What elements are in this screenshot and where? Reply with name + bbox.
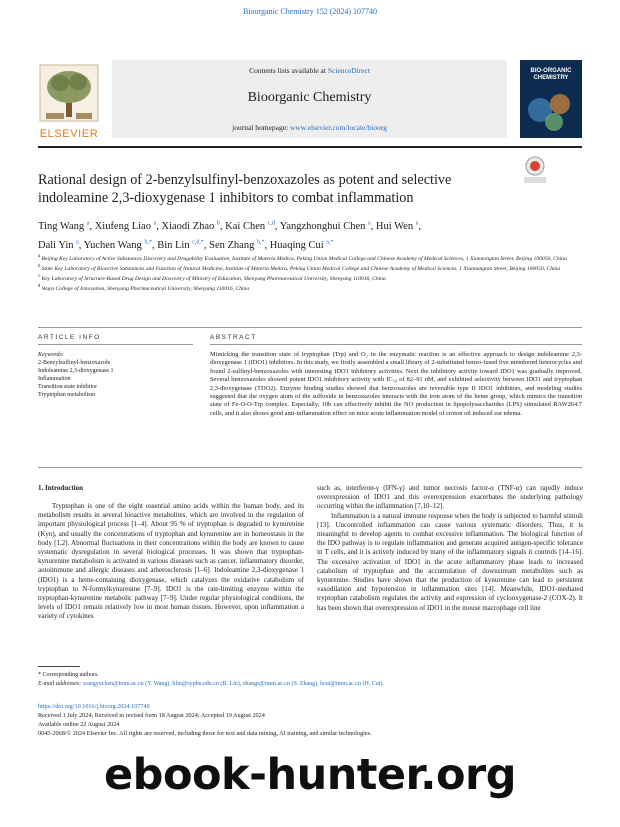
author[interactable] [270, 240, 334, 251]
sciencedirect-link[interactable]: ScienceDirect [327, 66, 370, 75]
body-column-left [38, 502, 304, 622]
paragraph: such as, interferon-γ (IFN-γ) and tumor necrosis factor-α (TNF-α) can rapidly induce overexpression of IDO1 and this overexpression exacerbates the underlying pathology occurring within the inflammation [7,10–12]. [317, 484, 583, 511]
author-name: Ting Wang [38, 220, 85, 232]
publication-info [38, 702, 582, 738]
article-title: Rational design of 2-benzylsulfinyl-benzoxazoles as potent and selective indoleamine 2,3-dioxygenase 1 inhibitors to combat inflammation [38, 172, 452, 206]
affiliation-mark: c [38, 273, 41, 279]
affiliation [38, 263, 582, 273]
keyword: Transition state inhibitor [38, 384, 98, 390]
elsevier-wordmark: ELSEVIER [39, 128, 99, 140]
homepage-link[interactable]: www.elsevier.com/locate/bioorg [290, 123, 387, 132]
email-label: E-mail addresses: [38, 681, 83, 687]
journal-name: Bioorganic Chemistry [247, 90, 372, 105]
keywords-label: Keywords: [38, 352, 64, 358]
watermark: ebook-hunter.org [104, 750, 516, 800]
affiliation-mark: a [38, 254, 41, 259]
author-name: Hui Wen [375, 220, 414, 232]
affiliation-mark: b [38, 263, 41, 269]
author-affiliation-mark: a [153, 220, 157, 226]
journal-homepage [112, 123, 507, 132]
affiliation [38, 273, 582, 283]
cover-title [520, 68, 582, 82]
affiliation-mark: d [38, 283, 41, 289]
affiliation [38, 253, 582, 263]
email-note [38, 680, 582, 689]
paragraph: Inflammation is a natural immune response when the body is subjected to harmful stimuli [13]. Uncontrolled inflammation can cause various systematic disorders. Thus, it is meaningful to develop agents to combat excessive inflammation. The biological function of the IDO pathway is to regulate inflammation and generate acquired antigen-specific tolerance in T cells, and it is actively induced by many of the inflammatory signals it controls [14–16]. The excessive activation of IDO1 in the acute inflammatory phase leads to increased catabolism of tryptophan and the accumulation of downstream metabolites such as kynurenine. Studies have shown that the production of kynurenine can lead to persistent vasodilation and hypotension in inflammation sites [14]. Meanwhile, IDO1-mediated tryptophan catabolism regulates the activity and expression of cyclooxygenase-2 (COX-2). It has been shown that overexpression of IDO1 in the mouse macrophage cell line [317, 511, 583, 612]
body-column-right [317, 484, 583, 613]
affiliations [38, 253, 582, 292]
check-updates-icon [521, 155, 549, 185]
keywords-block [38, 351, 188, 399]
copyright: 0045-2068/© 2024 Elsevier Inc. All rights are reserved, including those for text and data mining, AI training, and similar technologies. [38, 730, 372, 737]
abstract-heading: ABSTRACT [210, 334, 257, 341]
author-name: Yangzhonghui Chen [279, 220, 366, 232]
email-addresses[interactable]: wangyuchen@imm.ac.cn (Y. Wang), blin@syphu.edu.cn (B. Lin), zhangs@imm.ac.cn (S. Zhang), hcui@imm.ac.cn (H. Cui). [82, 681, 384, 687]
footnotes [38, 671, 582, 689]
check-for-updates-badge[interactable] [521, 155, 549, 185]
doi-link[interactable]: https://doi.org/10.1016/j.bioorg.2024.107740 [38, 703, 150, 710]
author-affiliation-mark: b [216, 220, 220, 226]
author-affiliation-mark: a [415, 220, 419, 226]
author-affiliation-mark: c,d,* [192, 239, 204, 246]
elsevier-tree-icon [38, 63, 100, 123]
affiliation-text: Beijing Key Laboratory of Active Substances Discovery and Drugability Evaluation, Institute of Materia Medica, Peking Union Medical College and Chinese Academy of Medical Sciences, 1 Xiannongtan Street, Beijing 100050, China [41, 255, 567, 262]
header-rule [38, 146, 582, 148]
paragraph: Tryptophan is one of the eight essential amino acids within the human body, and its metabolism results in several bioactive metabolites, which are involved in the regulation of important physiological process [1–4]. About 95 % of tryptophan is degraded to kynurenine (Kyn), and usually the concentrations of tryptophan and kynurenine are in homeostasis in the body [1,2]. Abnormal fluctuations in their concentrations within the body are known to cause systematic dysregulation in several biological processes. It was shown that tryptophan-kynurenine metabolism is activated in various diseases such as cancer, inflammatory disorder, autoimmune and allergic diseases and atherosclerosis [1–6]. Indoleamine 2,3-dioxygenase 1 (IDO1) is a heme-containing dioxygenase, which catalyzes the oxidative catabolism of tryptophan to N-formylkynurenine [7–9]. IDO1 is the rate-limiting enzyme within the tryptophan-kynurenine metabolic pathway [7–9]. Under regular physiological conditions, the levels of IDO1 remain relatively low in most human tissues. However, upon inflammation a variety of cytokines [38, 502, 304, 621]
author[interactable]: Yangzhonghui Chen $^a$, [279, 220, 376, 232]
keyword: Indoleamine 2,3-dioxygenase 1 [38, 368, 114, 374]
abstract-rule [210, 344, 582, 345]
cover-title-line-1: BIO-ORGANIC [530, 68, 572, 74]
author-name: Huaqing Cui [269, 240, 324, 251]
affiliation [38, 283, 582, 293]
author[interactable]: Hui Wen $^a$, [375, 220, 421, 232]
author-affiliation-mark: a [367, 220, 371, 226]
section-heading: 1. Introduction [38, 484, 83, 492]
author-affiliation-mark: a [76, 239, 79, 246]
author-name: Xiaodi Zhao [161, 220, 215, 232]
keyword: Inflammation [38, 376, 71, 382]
author-affiliation-mark: b,* [144, 239, 152, 246]
author[interactable]: Bin Lin $^{c,d,*}$, [157, 239, 210, 251]
author-affiliation-mark: a [86, 220, 90, 226]
author-name: Yuchen Wang [83, 240, 142, 251]
author-name: Xiufeng Liao [94, 220, 151, 232]
author-name: Sen Zhang [209, 240, 255, 251]
article-info-rule [38, 344, 193, 345]
keyword: Tryptophan metabolism [38, 392, 96, 398]
homepage-prefix: journal homepage: [232, 123, 291, 132]
author[interactable]: Xiufeng Liao $^a$, [94, 220, 162, 232]
abstract-end-rule [38, 467, 582, 468]
affiliation-text: Wuya College of Innovation, Shenyang Pharmaceutical University, Shenyang 110016, China [41, 285, 250, 292]
author-affiliation-mark: c,d [267, 220, 275, 226]
footnote-rule [38, 666, 80, 667]
author[interactable]: Kai Chen $^{c,d}$, [225, 220, 280, 232]
author-list [38, 215, 578, 254]
cover-graphic [520, 82, 582, 137]
keyword: 2-Benzylsulfinyl-benzoxazole [38, 360, 111, 366]
author[interactable]: Sen Zhang $^{b,*}$, [209, 239, 270, 251]
contents-prefix: Contents lists available at [249, 66, 328, 75]
author-name: Kai Chen [225, 220, 266, 232]
contents-line [112, 66, 507, 75]
section-divider [38, 327, 582, 328]
author[interactable]: Yuchen Wang $^{b,*}$, [83, 239, 158, 251]
affiliation-text: Key Laboratory of Structure-Based Drug Design and Discovery of Ministry of Education, Shenyang Pharmaceutical University, Shenyang 110016, China [41, 275, 386, 282]
elsevier-logo [38, 63, 100, 140]
author[interactable]: Xiaodi Zhao $^b$, [161, 220, 226, 232]
author-affiliation-mark: b,* [256, 239, 265, 246]
abstract-text: Mimicking the transition state of tryptophan (Trp) and O₂ in the enzymatic reaction is an effective approach to design indoleamine 2,3-dioxygenase 1 (IDO1) inhibitors. In this study, we firstly assembled a small library of 2-substituted benzo-fused five membered heterocycles and found 2-sulfinyl-benzoxazoles with interesting IDO1 inhibitory activities. Next the inhibitory activity toward IDO1 was gradually improved. Several benzoxazoles showed potent IDO1 inhibitory activity with IC₅₀ of 82–91 nM, and exhibited selectivity between IDO1 and tryptophan 2,3-dioxygenase (TDO2). Enzyme binding studies showed that benzoxazoles are reversible type II IDO1 inhibitors, and modeling studies suggested that the oxygen atom of the sulfoxide in benzoxazoles interacts with the iron atom of the heme group, which mimics the transition state of Fe-O-O-Trp complex. Especially, 10b can effectively inhibit the NO production in lipopolysaccharides (LPS) stimulated RAW264.7 cells, and it also shows good anti-inflammation effect on mice acute inflammation model of croton oil induced ear edema. [210, 351, 582, 417]
cover-title-line-2: CHEMISTRY [533, 75, 569, 81]
author-affiliation-mark: a,* [326, 239, 334, 246]
affiliation-text: State Key Laboratory of Bioactive Substances and Function of Natural Medicine, Institute of Materia Medica, Peking Union Medical College and Chinese Academy of Medical Sciences, 1 Xiannongtan Street, Beijing 100050, China [41, 265, 561, 272]
author[interactable]: Dali Yin $^a$, [38, 239, 84, 251]
journal-cover [520, 60, 582, 138]
article-info-heading: ARTICLE INFO [38, 334, 101, 341]
author[interactable]: Ting Wang $^a$, [38, 220, 95, 232]
author-name: Bin Lin [157, 240, 190, 251]
available-date: Available online 22 August 2024 [38, 721, 120, 728]
corresponding-note: * Corresponding authors. [38, 672, 99, 678]
author-name: Dali Yin [38, 240, 74, 251]
received-dates: Received 1 July 2024; Received in revised form 18 August 2024; Accepted 19 August 2024 [38, 712, 265, 719]
journal-citation[interactable]: Bioorganic Chemistry 152 (2024) 107740 [242, 7, 378, 16]
